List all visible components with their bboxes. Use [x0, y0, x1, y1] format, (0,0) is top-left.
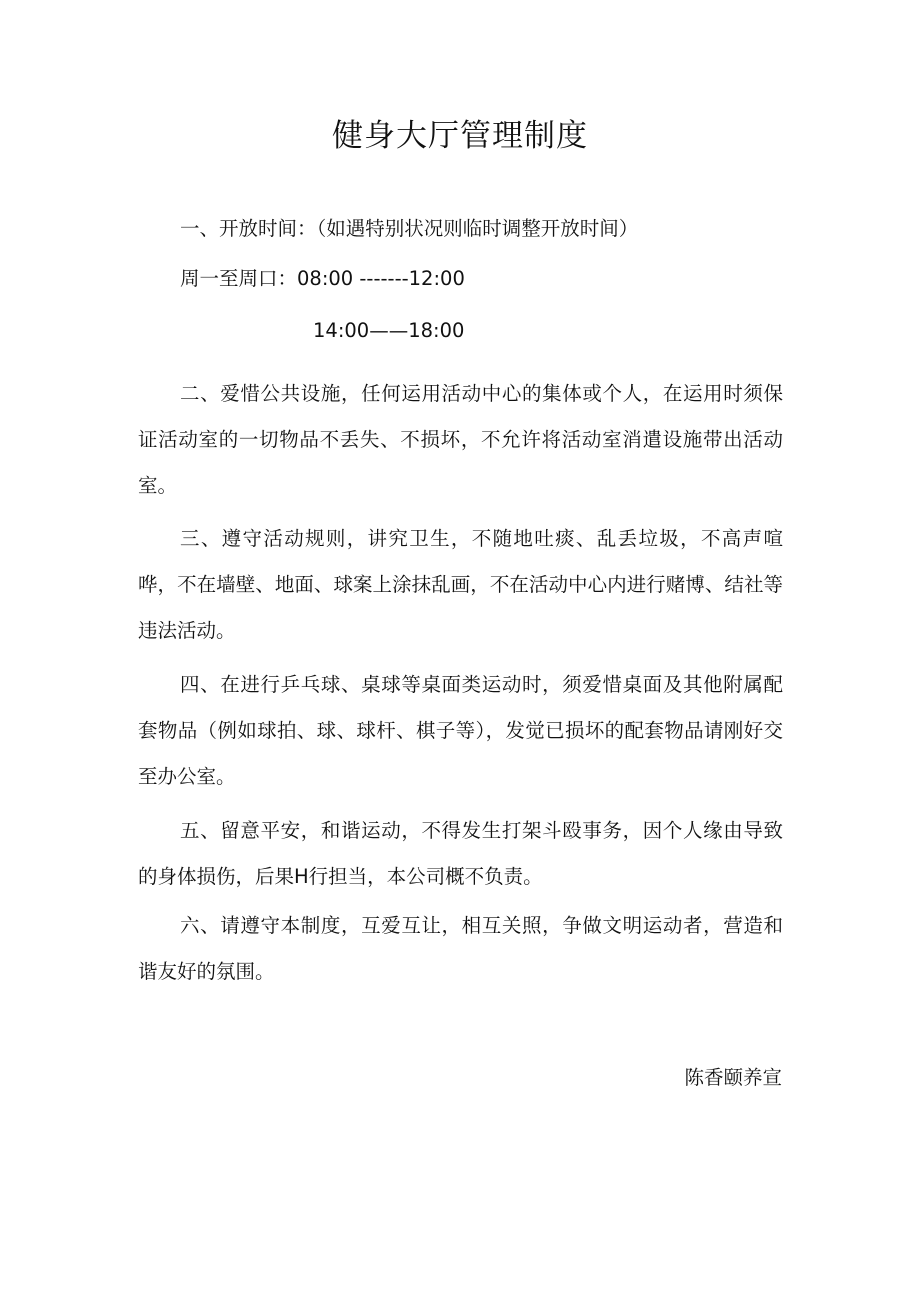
document-signature: 陈香颐养宣	[684, 1066, 782, 1089]
rule-paragraph-2: 二、爱惜公共设施，任何运用活动中心的集体或个人，在运用时须保证活动室的一切物品不丢失、不损坏，不允许将活动室消遣设施带出活动室。	[138, 382, 783, 497]
rule-paragraph-4: 四、在进行乒乓球、桌球等桌面类运动时，须爱惜桌面及其他附属配套物品（例如球拍、球、球杆、棋子等），发觉已损坏的配套物品请刚好交至办公室。	[138, 673, 783, 788]
rule-paragraph-6: 六、请遵守本制度，互爱互让，相互关照，争做文明运动者，营造和谐友好的氛围。	[138, 914, 783, 983]
schedule-morning: 周一至周口：08:00 -------12:00	[180, 267, 465, 290]
open-hours-heading: 一、开放时间：（如遇特别状况则临时调整开放时间）	[180, 217, 639, 240]
rule-paragraph-5: 五、留意平安，和谐运动，不得发生打架斗殴事务，因个人缘由导致的身体损伤，后果H行担当，本公司概不负责。	[138, 819, 783, 888]
schedule-afternoon: 14:00——18:00	[313, 319, 465, 342]
document-title: 健身大厅管理制度	[332, 118, 588, 154]
rule-paragraph-3: 三、遵守活动规则，讲究卫生，不随地吐痰、乱丢垃圾，不高声喧哗，不在墙壁、地面、球案上涂抹乱画，不在活动中心内进行赌博、结社等违法活动。	[138, 527, 783, 642]
